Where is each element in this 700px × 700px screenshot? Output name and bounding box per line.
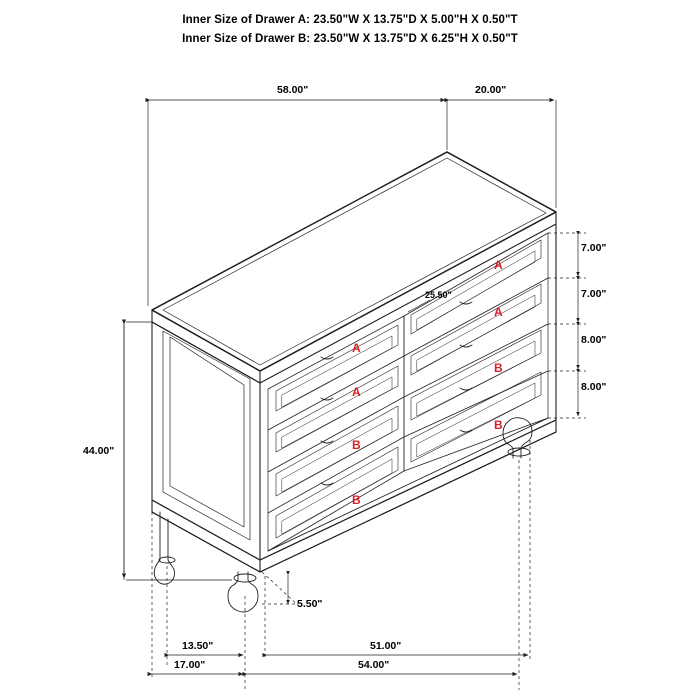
drawer-label-left-3: B — [352, 438, 361, 452]
drawer-a-inner-size-note: Inner Size of Drawer A: 23.50"W X 13.75"D X 5.00"H X 0.50"T — [182, 14, 518, 26]
dim-top-width-main: 58.00" — [277, 84, 309, 96]
dim-base-front: 51.00" — [370, 640, 402, 652]
drawer-label-right-3: B — [494, 361, 503, 375]
dim-base-total: 54.00" — [358, 659, 390, 671]
drawer-label-right-1: A — [494, 258, 503, 272]
dim-base-left-outer: 17.00" — [174, 659, 206, 671]
dim-right-3: 8.00" — [581, 334, 607, 346]
dim-right-1: 7.00" — [581, 242, 607, 254]
drawer-label-right-4: B — [494, 418, 503, 432]
drawer-label-right-2: A — [494, 305, 503, 319]
dim-drawer-depth: 25.50" — [425, 290, 452, 300]
drawer-b-inner-size-note: Inner Size of Drawer B: 23.50"W X 13.75"D X 6.25"H X 0.50"T — [182, 33, 518, 45]
dim-top-width-side: 20.00" — [475, 84, 507, 96]
dim-base-left: 13.50" — [182, 640, 214, 652]
dim-right-2: 7.00" — [581, 288, 607, 300]
dim-total-height: 44.00" — [83, 445, 115, 457]
drawer-label-left-4: B — [352, 493, 361, 507]
dim-right-4: 8.00" — [581, 381, 607, 393]
dim-leg-height: 5.50" — [297, 598, 323, 610]
drawer-label-left-2: A — [352, 385, 361, 399]
drawer-label-left-1: A — [352, 341, 361, 355]
